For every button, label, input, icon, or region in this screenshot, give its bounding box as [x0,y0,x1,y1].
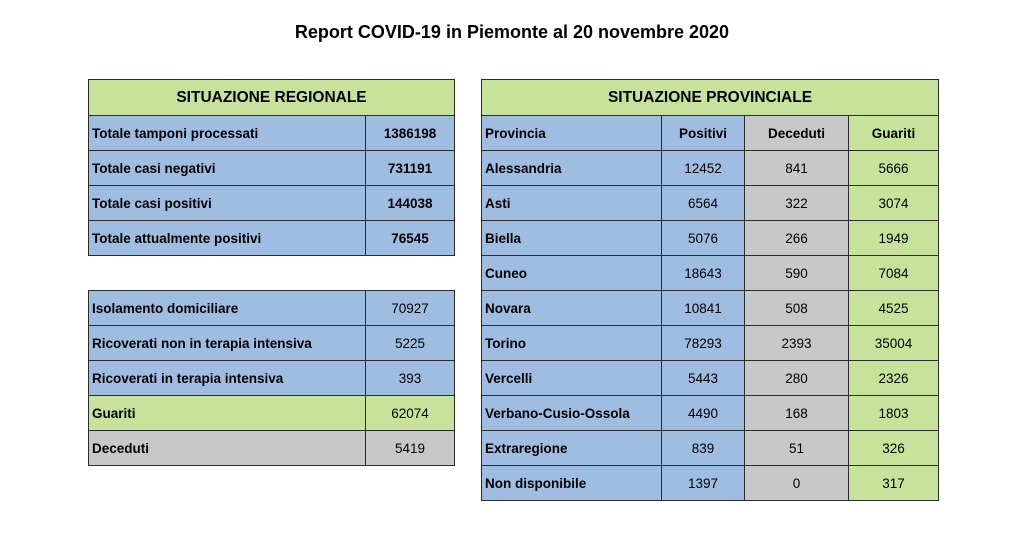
deceduti-value: 590 [745,256,849,291]
guariti-value: 5666 [849,151,939,186]
table-row [89,186,455,221]
province-name: Alessandria [482,151,662,186]
positivi-value: 10841 [662,291,745,326]
table-row [89,396,455,431]
guariti-value: 317 [849,466,939,501]
column-header-guariti: Guariti [849,116,939,151]
deceduti-value: 51 [745,431,849,466]
guariti-value: 326 [849,431,939,466]
table-row [482,291,939,326]
province-name: Asti [482,186,662,221]
table-row [89,221,455,256]
table-header-row [482,80,939,116]
column-header-positivi: Positivi [662,116,745,151]
positivi-value: 1397 [662,466,745,501]
row-value: 731191 [366,151,455,186]
table-row [482,256,939,291]
province-name: Biella [482,221,662,256]
row-label: Deceduti [89,431,366,466]
positivi-value: 5076 [662,221,745,256]
table-row [89,326,455,361]
table-row [482,186,939,221]
positivi-value: 839 [662,431,745,466]
provincial-body [482,151,939,501]
row-label: Guariti [89,396,366,431]
table-row [482,361,939,396]
guariti-value: 2326 [849,361,939,396]
table-row [482,326,939,361]
province-name: Cuneo [482,256,662,291]
row-value: 393 [366,361,455,396]
row-label: Totale casi negativi [89,151,366,186]
table-row [89,431,455,466]
provincial-table [481,79,939,501]
row-label: Ricoverati in terapia intensiva [89,361,366,396]
table-row [89,151,455,186]
table-row [482,431,939,466]
table-row [482,221,939,256]
guariti-value: 7084 [849,256,939,291]
row-value: 144038 [366,186,455,221]
table-row [89,116,455,151]
table-row [482,466,939,501]
row-value: 70927 [366,291,455,326]
positivi-value: 5443 [662,361,745,396]
positivi-value: 6564 [662,186,745,221]
table-row [89,291,455,326]
province-name: Verbano-Cusio-Ossola [482,396,662,431]
regional-header: SITUAZIONE REGIONALE [89,80,455,116]
deceduti-value: 322 [745,186,849,221]
deceduti-value: 508 [745,291,849,326]
guariti-value: 1803 [849,396,939,431]
row-value: 5225 [366,326,455,361]
row-label: Totale tamponi processati [89,116,366,151]
column-header-row [482,116,939,151]
column-header-deceduti: Deceduti [745,116,849,151]
table-row [482,151,939,186]
row-label: Totale casi positivi [89,186,366,221]
table-header-row [89,80,455,116]
positivi-value: 12452 [662,151,745,186]
row-label: Isolamento domiciliare [89,291,366,326]
guariti-value: 3074 [849,186,939,221]
deceduti-value: 280 [745,361,849,396]
positivi-value: 4490 [662,396,745,431]
province-name: Non disponibile [482,466,662,501]
regional-breakdown-table [88,290,455,466]
table-row [89,361,455,396]
positivi-value: 18643 [662,256,745,291]
row-value: 5419 [366,431,455,466]
row-label: Ricoverati non in terapia intensiva [89,326,366,361]
deceduti-value: 0 [745,466,849,501]
provincial-header: SITUAZIONE PROVINCIALE [482,80,939,116]
row-label: Totale attualmente positivi [89,221,366,256]
row-value: 76545 [366,221,455,256]
column-header-provincia: Provincia [482,116,662,151]
positivi-value: 78293 [662,326,745,361]
row-value: 62074 [366,396,455,431]
page-title: Report COVID-19 in Piemonte al 20 novembre 2020 [294,22,730,42]
province-name: Vercelli [482,361,662,396]
deceduti-value: 841 [745,151,849,186]
table-row [482,396,939,431]
guariti-value: 35004 [849,326,939,361]
guariti-value: 4525 [849,291,939,326]
deceduti-value: 266 [745,221,849,256]
province-name: Novara [482,291,662,326]
deceduti-value: 168 [745,396,849,431]
deceduti-value: 2393 [745,326,849,361]
province-name: Torino [482,326,662,361]
regional-totals-table [88,79,455,256]
guariti-value: 1949 [849,221,939,256]
row-value: 1386198 [366,116,455,151]
province-name: Extraregione [482,431,662,466]
